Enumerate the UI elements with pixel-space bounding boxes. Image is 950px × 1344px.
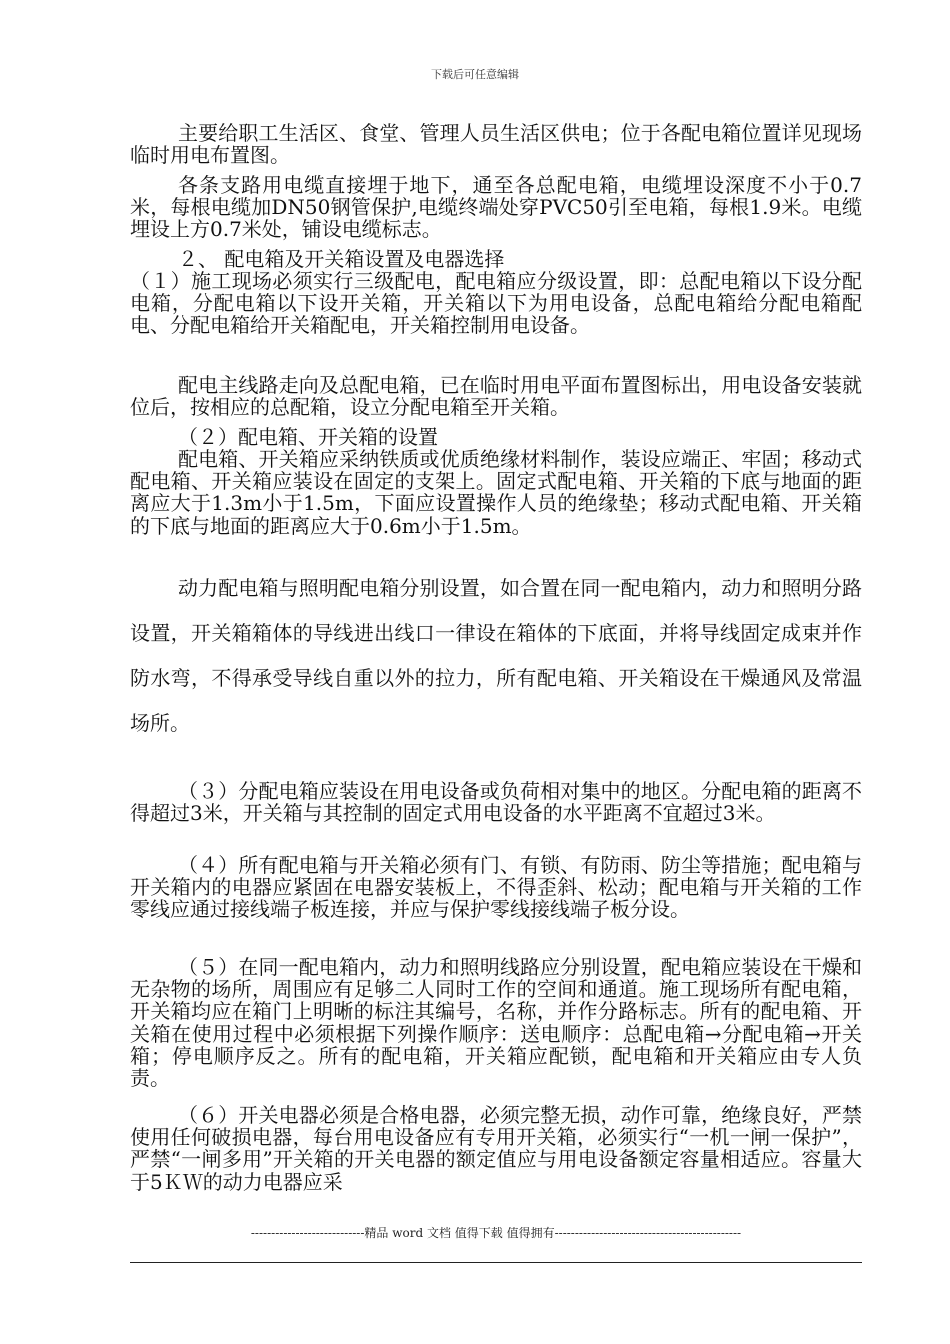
paragraph: （６）开关电器必须是合格电器，必须完整无损，动作可靠，绝缘良好，严禁使用任何破损电器，每台用电设备应有专用开关箱，必须实行“一机一闸一保护”，严禁“一闸多用”开关箱的开关电器的额定值应与用电设备额定容量相适应。容量大于5ＫＷ的动力电器应采 <box>130 1103 862 1194</box>
paragraph-item-3 <box>130 780 862 824</box>
paragraph: （４）所有配电箱与开关箱必须有门、有锁、有防雨、防尘等措施；配电箱与开关箱内的电器应紧固在电器安装板上，不得歪斜、松动；配电箱与开关箱的工作零线应通过接线端子板连接，并应与保护零线接线端子板分设。 <box>130 853 862 922</box>
paragraph: 动力配电箱与照明配电箱分别设置，如合置在同一配电箱内，动力和照明分路设置，开关箱箱体的导线进出线口一律设在箱体的下底面，并将导线固定成束并作防水弯，不得承受导线自重以外的拉力，所有配电箱、开关箱设在干燥通风及常温场所。 <box>130 576 862 735</box>
paragraph-item-6 <box>130 1104 862 1193</box>
paragraph-item-5 <box>130 956 862 1089</box>
subheading-item-2 <box>130 426 862 448</box>
paragraph: 配电主线路走向及总配电箱，已在临时用电平面布置图标出，用电设备安装就位后，按相应的总配箱，设立分配电箱至开关箱。 <box>130 373 862 420</box>
paragraph-box-material <box>130 448 862 537</box>
paragraph-item-1 <box>130 270 862 337</box>
header-note: 下载后可任意编辑 <box>431 68 519 81</box>
paragraph-item-4 <box>130 854 862 921</box>
paragraph: 配电箱、开关箱应采纳铁质或优质绝缘材料制作，装设应端正、牢固；移动式配电箱、开关箱应装设在固定的支架上。固定式配电箱、开关箱的下底与地面的距离应大于1.3m小于1.5m，下面应设置操作人员的绝缘垫；移动式配电箱、开关箱的下底与地面的距离应大于0.6m小于1.5m。 <box>130 447 862 538</box>
paragraph: （１）施工现场必须实行三级配电，配电箱应分级设置，即：总配电箱以下设分配电箱，分配电箱以下设开关箱，开关箱以下为用电设备，总配电箱给分配电箱配电、分配电箱给开关箱配电，开关箱控制用电设备。 <box>130 269 862 338</box>
subheading: （２）配电箱、开关箱的设置 <box>178 425 438 449</box>
paragraph-cable-burial <box>130 174 862 241</box>
footer-note: ----------------------------精品 word 文档 值得下载 值得拥有---------------------------------------------- <box>250 1226 742 1240</box>
paragraph-power-lighting <box>130 566 862 746</box>
paragraph: （３）分配电箱应装设在用电设备或负荷相对集中的地区。分配电箱的距离不得超过3米，开关箱与其控制的固定式用电设备的水平距离不宜超过3米。 <box>130 779 862 826</box>
paragraph: 主要给职工生活区、食堂、管理人员生活区供电；位于各配电箱位置详见现场临时用电布置图。 <box>130 121 862 168</box>
paragraph: （５）在同一配电箱内，动力和照明线路应分别设置，配电箱应装设在干燥和无杂物的场所，周围应有足够二人同时工作的空间和通道。施工现场所有配电箱，开关箱均应在箱门上明晰的标注其编号，名称，并作分路标志。所有的配电箱、开关箱在使用过程中必须根据下列操作顺序：送电顺序：总配电箱→分配电箱→开关箱；停电顺序反之。所有的配电箱，开关箱应配锁，配电箱和开关箱应由专人负责。 <box>130 955 862 1091</box>
paragraph-power-supply-areas <box>130 122 862 166</box>
section-heading: ２、 配电箱及开关箱设置及电器选择 <box>178 247 505 271</box>
section-heading-2 <box>130 248 862 270</box>
paragraph: 各条支路用电缆直接埋于地下，通至各总配电箱，电缆埋设深度不小于0.7米，每根电缆加DN50钢管保护,电缆终端处穿PVC50引至电箱，每根1.9米。电缆埋设上方0.7米处，铺设电缆标志。 <box>130 173 862 242</box>
footer-divider <box>130 1262 862 1263</box>
paragraph-main-line <box>130 374 862 418</box>
